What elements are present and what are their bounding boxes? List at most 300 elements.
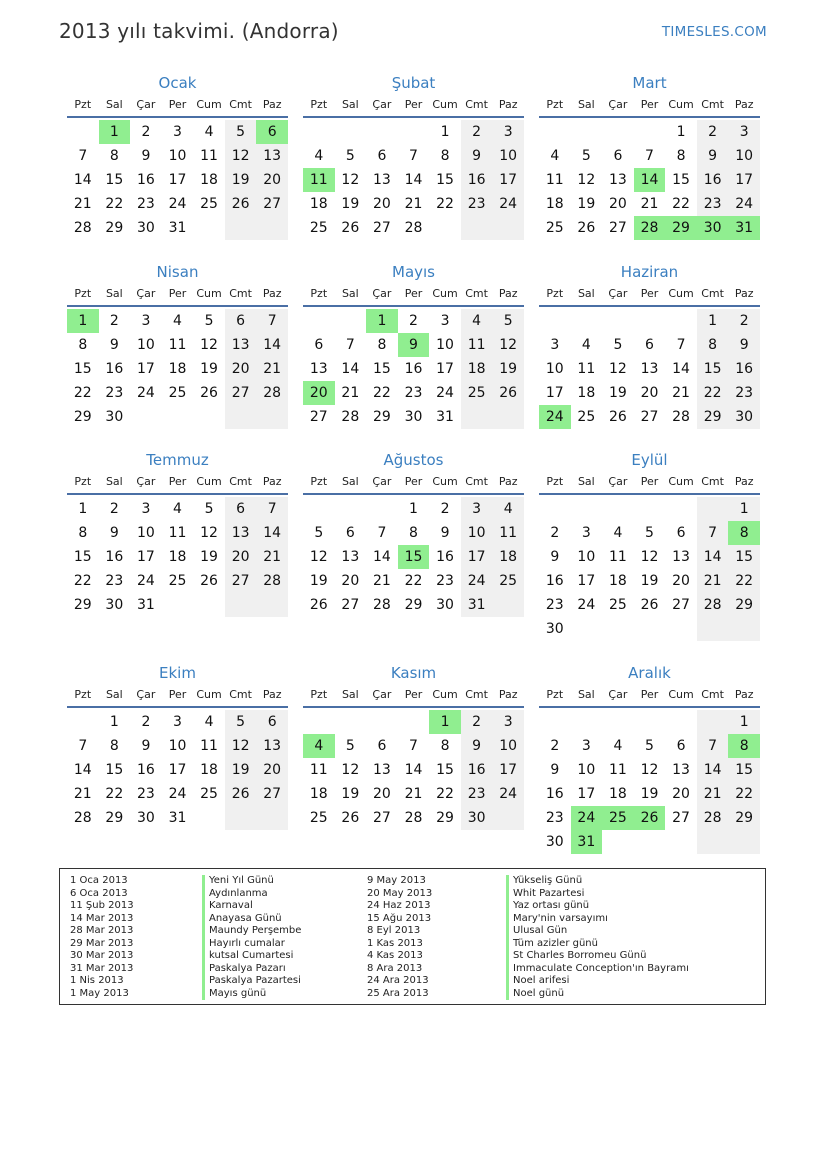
weekday-label: Per xyxy=(404,688,423,701)
day-cell: 23 xyxy=(545,810,564,826)
day-cell: 18 xyxy=(200,762,218,778)
day-cell: 9 xyxy=(461,144,493,168)
day-cell: 12 xyxy=(225,144,257,168)
day-cell: 15 xyxy=(73,549,92,565)
weekday-label: Paz xyxy=(498,98,518,111)
day-cell: 30 xyxy=(105,409,124,425)
day-cell: 4 xyxy=(204,714,214,730)
holiday-day: 30 xyxy=(697,216,729,240)
day-cell: 26 xyxy=(309,597,328,613)
holiday-date: 11 Şub 2013 xyxy=(70,900,134,911)
day-cell: 16 xyxy=(728,357,760,381)
day-cell: 20 xyxy=(341,573,360,589)
day-cell: 22 xyxy=(436,786,454,802)
day-cell: 28 xyxy=(372,597,391,613)
day-cell: 5 xyxy=(645,738,654,754)
weekday-header xyxy=(539,684,760,708)
day-cell: 29 xyxy=(728,806,760,830)
holiday-date: 4 Kas 2013 xyxy=(367,950,423,961)
holiday-day: 31 xyxy=(571,830,603,854)
day-cell: 2 xyxy=(550,738,560,754)
day-cell: 7 xyxy=(697,521,729,545)
day-cell: 14 xyxy=(697,545,729,569)
holiday-date: 15 Ağu 2013 xyxy=(367,912,432,924)
day-cell: 10 xyxy=(136,337,155,353)
day-cell: 27 xyxy=(672,597,690,613)
holiday-day: 26 xyxy=(634,806,666,830)
day-cell: 1 xyxy=(676,124,686,140)
day-cell: 23 xyxy=(461,192,493,216)
day-cell: 16 xyxy=(697,168,729,192)
weekday-label: Per xyxy=(168,98,187,111)
holiday-name: Immaculate Conception'ın Bayramı xyxy=(506,963,689,976)
day-cell: 20 xyxy=(608,196,627,212)
holiday-day: 1 xyxy=(67,309,99,333)
holiday-date: 1 Kas 2013 xyxy=(367,937,423,949)
weekday-label: Cmt xyxy=(229,98,252,111)
day-cell: 31 xyxy=(168,220,187,236)
day-cell: 16 xyxy=(545,786,564,802)
day-cell: 18 xyxy=(577,385,596,401)
month-name: Nisan xyxy=(156,263,199,281)
day-cell: 11 xyxy=(200,148,218,164)
day-cell: 10 xyxy=(492,734,524,758)
weekday-label: Per xyxy=(640,475,659,488)
day-cell: 5 xyxy=(225,120,257,144)
day-cell: 4 xyxy=(492,497,524,521)
day-cell: 17 xyxy=(436,361,454,377)
day-cell: 21 xyxy=(341,385,360,401)
month-block xyxy=(539,72,760,240)
day-cell: 17 xyxy=(545,385,564,401)
day-cell: 23 xyxy=(105,385,124,401)
weekday-label: Per xyxy=(640,98,659,111)
day-cell: 20 xyxy=(225,357,257,381)
weekday-label: Paz xyxy=(498,688,518,701)
weekend-cell xyxy=(728,830,760,854)
weekday-label: Per xyxy=(404,98,423,111)
day-cell: 6 xyxy=(676,738,686,754)
day-cell: 16 xyxy=(105,361,124,377)
holiday-name: St Charles Borromeu Günü xyxy=(506,950,689,963)
day-cell: 20 xyxy=(640,385,659,401)
day-cell: 6 xyxy=(225,497,257,521)
day-cell: 27 xyxy=(672,810,690,826)
day-cell: 23 xyxy=(697,192,729,216)
day-grid xyxy=(539,708,760,854)
day-cell: 26 xyxy=(492,381,524,405)
day-cell: 21 xyxy=(256,357,288,381)
day-cell: 24 xyxy=(436,385,454,401)
day-cell: 1 xyxy=(440,124,450,140)
day-cell: 9 xyxy=(697,144,729,168)
weekday-label: Paz xyxy=(734,287,754,300)
month-name: Temmuz xyxy=(146,451,209,469)
weekday-label: Cmt xyxy=(465,688,488,701)
weekday-label: Per xyxy=(168,475,187,488)
day-cell: 22 xyxy=(404,573,423,589)
month-name: Mart xyxy=(632,74,667,92)
weekend-cell xyxy=(256,593,288,617)
weekday-header xyxy=(303,684,524,708)
day-cell: 24 xyxy=(492,192,524,216)
day-cell: 1 xyxy=(109,714,119,730)
weekend-cell xyxy=(225,593,257,617)
weekday-label: Çar xyxy=(372,475,392,488)
day-cell: 22 xyxy=(372,385,391,401)
holiday-date: 29 Mar 2013 xyxy=(70,937,134,949)
day-cell: 28 xyxy=(256,381,288,405)
weekend-cell xyxy=(697,830,729,854)
day-cell: 31 xyxy=(168,810,187,826)
day-cell: 20 xyxy=(672,786,690,802)
day-cell: 19 xyxy=(577,196,596,212)
day-cell: 25 xyxy=(608,597,627,613)
day-cell: 10 xyxy=(577,762,596,778)
holiday-day: 6 xyxy=(256,120,288,144)
day-cell: 25 xyxy=(577,409,596,425)
day-cell: 11 xyxy=(309,762,328,778)
day-cell: 15 xyxy=(73,361,92,377)
legend-names-left xyxy=(202,875,301,1000)
day-cell: 28 xyxy=(404,810,423,826)
day-cell: 24 xyxy=(728,192,760,216)
day-cell: 2 xyxy=(728,309,760,333)
holiday-name: Anayasa Günü xyxy=(202,913,301,926)
weekday-label: Cmt xyxy=(701,98,724,111)
day-cell: 8 xyxy=(409,525,418,541)
day-cell: 5 xyxy=(492,309,524,333)
day-cell: 17 xyxy=(136,361,155,377)
day-grid xyxy=(303,307,524,429)
day-cell: 13 xyxy=(256,734,288,758)
day-grid xyxy=(303,118,524,240)
day-cell: 29 xyxy=(73,409,92,425)
day-cell: 14 xyxy=(404,762,423,778)
day-cell: 17 xyxy=(461,545,493,569)
weekend-cell xyxy=(697,710,729,734)
day-cell: 3 xyxy=(581,738,591,754)
day-cell: 8 xyxy=(78,337,88,353)
day-cell: 23 xyxy=(136,786,155,802)
day-cell: 28 xyxy=(73,220,92,236)
weekday-label: Cmt xyxy=(701,475,724,488)
day-cell: 26 xyxy=(608,409,627,425)
day-cell: 22 xyxy=(73,385,92,401)
day-cell: 19 xyxy=(225,758,257,782)
weekday-label: Paz xyxy=(498,287,518,300)
weekday-label: Sal xyxy=(105,98,123,111)
holiday-name: Yükseliş Günü xyxy=(506,875,689,888)
holiday-date: 1 Nis 2013 xyxy=(70,975,124,986)
day-cell: 26 xyxy=(341,810,360,826)
day-cell: 18 xyxy=(492,545,524,569)
day-cell: 21 xyxy=(404,786,423,802)
day-cell: 4 xyxy=(581,337,591,353)
day-cell: 2 xyxy=(109,501,119,517)
day-cell: 5 xyxy=(204,501,214,517)
holiday-day: 24 xyxy=(539,405,571,429)
holiday-name: Tüm azizler günü xyxy=(506,938,689,951)
day-cell: 25 xyxy=(461,381,493,405)
weekend-cell xyxy=(492,806,524,830)
day-cell: 29 xyxy=(404,597,423,613)
month-name: Eylül xyxy=(631,451,668,469)
day-cell: 20 xyxy=(256,168,288,192)
day-cell: 6 xyxy=(645,337,654,353)
holiday-name: Whit Pazartesi xyxy=(506,888,689,901)
weekday-label: Per xyxy=(640,287,659,300)
day-cell: 5 xyxy=(645,525,654,541)
weekday-label: Sal xyxy=(105,287,123,300)
day-cell: 14 xyxy=(697,758,729,782)
day-cell: 29 xyxy=(728,593,760,617)
day-cell: 14 xyxy=(672,361,690,377)
day-cell: 5 xyxy=(613,337,623,353)
day-cell: 2 xyxy=(550,525,560,541)
day-cell: 7 xyxy=(645,148,654,164)
weekend-cell xyxy=(492,405,524,429)
holiday-legend xyxy=(59,868,766,1005)
holiday-day: 1 xyxy=(429,710,461,734)
day-cell: 14 xyxy=(73,172,92,188)
day-cell: 6 xyxy=(345,525,355,541)
day-cell: 10 xyxy=(461,521,493,545)
day-cell: 27 xyxy=(256,192,288,216)
day-cell: 22 xyxy=(697,381,729,405)
weekday-label: Pzt xyxy=(310,287,328,300)
weekday-label: Çar xyxy=(372,98,392,111)
day-grid xyxy=(539,307,760,429)
holiday-day: 28 xyxy=(634,216,666,240)
weekday-label: Cmt xyxy=(701,287,724,300)
weekend-cell xyxy=(225,405,257,429)
weekday-label: Sal xyxy=(341,475,359,488)
day-cell: 23 xyxy=(545,597,564,613)
weekday-header xyxy=(303,283,524,307)
holiday-name: Noel günü xyxy=(506,988,689,1001)
day-cell: 2 xyxy=(141,124,151,140)
day-cell: 11 xyxy=(492,521,524,545)
day-cell: 2 xyxy=(461,710,493,734)
day-cell: 3 xyxy=(173,124,182,140)
day-cell: 1 xyxy=(728,710,760,734)
day-cell: 29 xyxy=(105,220,124,236)
holiday-name: Mayıs günü xyxy=(202,988,301,1001)
day-cell: 3 xyxy=(492,710,524,734)
day-cell: 10 xyxy=(168,738,187,754)
month-block xyxy=(539,662,760,854)
day-grid xyxy=(539,118,760,240)
weekday-label: Cum xyxy=(668,287,694,300)
day-cell: 4 xyxy=(173,313,182,329)
day-cell: 21 xyxy=(697,569,729,593)
day-cell: 6 xyxy=(613,148,623,164)
day-cell: 21 xyxy=(73,196,92,212)
weekday-label: Cmt xyxy=(701,688,724,701)
day-cell: 19 xyxy=(200,361,218,377)
day-grid xyxy=(303,708,524,830)
day-cell: 22 xyxy=(672,196,690,212)
weekday-label: Çar xyxy=(136,688,156,701)
day-cell: 9 xyxy=(440,525,450,541)
weekday-label: Paz xyxy=(498,475,518,488)
day-cell: 5 xyxy=(345,148,355,164)
day-cell: 25 xyxy=(492,569,524,593)
day-cell: 8 xyxy=(109,738,119,754)
weekday-label: Cum xyxy=(196,287,222,300)
day-cell: 20 xyxy=(256,758,288,782)
day-grid xyxy=(539,495,760,641)
weekday-header xyxy=(303,94,524,118)
weekend-cell xyxy=(256,405,288,429)
day-cell: 11 xyxy=(168,525,187,541)
day-cell: 3 xyxy=(141,313,151,329)
day-cell: 27 xyxy=(341,597,360,613)
day-cell: 12 xyxy=(640,762,659,778)
legend-names-right xyxy=(506,875,689,1000)
day-cell: 26 xyxy=(577,220,596,236)
day-cell: 8 xyxy=(78,525,88,541)
day-cell: 26 xyxy=(341,220,360,236)
holiday-name: Mary'nin varsayımı xyxy=(506,913,689,926)
holiday-name: Noel arifesi xyxy=(506,975,689,988)
day-cell: 22 xyxy=(436,196,454,212)
day-cell: 23 xyxy=(728,381,760,405)
day-cell: 8 xyxy=(697,333,729,357)
day-cell: 18 xyxy=(168,361,187,377)
day-cell: 14 xyxy=(256,333,288,357)
day-cell: 19 xyxy=(492,357,524,381)
weekday-label: Pzt xyxy=(74,98,92,111)
day-cell: 18 xyxy=(168,549,187,565)
weekday-label: Cmt xyxy=(465,98,488,111)
day-cell: 29 xyxy=(372,409,391,425)
day-cell: 23 xyxy=(436,573,454,589)
weekday-label: Pzt xyxy=(74,287,92,300)
day-cell: 13 xyxy=(608,172,627,188)
day-cell: 3 xyxy=(173,714,182,730)
day-cell: 15 xyxy=(105,762,124,778)
holiday-date: 6 Oca 2013 xyxy=(70,887,128,899)
day-cell: 23 xyxy=(404,385,423,401)
day-cell: 2 xyxy=(461,120,493,144)
day-cell: 3 xyxy=(141,501,151,517)
day-cell: 10 xyxy=(545,361,564,377)
weekday-label: Sal xyxy=(577,688,595,701)
day-cell: 13 xyxy=(341,549,360,565)
day-cell: 6 xyxy=(676,525,686,541)
day-cell: 25 xyxy=(545,220,564,236)
day-cell: 27 xyxy=(372,220,391,236)
day-cell: 5 xyxy=(204,313,214,329)
holiday-name: Maundy Perşembe xyxy=(202,925,301,938)
day-cell: 1 xyxy=(728,497,760,521)
day-cell: 8 xyxy=(109,148,119,164)
day-cell: 9 xyxy=(109,337,119,353)
day-cell: 7 xyxy=(256,309,288,333)
weekday-label: Sal xyxy=(341,98,359,111)
day-cell: 4 xyxy=(550,148,560,164)
day-cell: 10 xyxy=(577,549,596,565)
day-cell: 26 xyxy=(200,385,218,401)
day-cell: 15 xyxy=(728,545,760,569)
weekday-label: Çar xyxy=(608,475,628,488)
weekday-label: Cmt xyxy=(229,475,252,488)
day-cell: 22 xyxy=(728,569,760,593)
day-cell: 26 xyxy=(640,597,659,613)
day-cell: 11 xyxy=(608,762,627,778)
holiday-day: 8 xyxy=(728,521,760,545)
day-cell: 4 xyxy=(461,309,493,333)
day-grid xyxy=(67,495,288,617)
weekday-header xyxy=(539,471,760,495)
day-cell: 12 xyxy=(492,333,524,357)
holiday-name: Paskalya Pazarı xyxy=(202,963,301,976)
day-cell: 30 xyxy=(728,405,760,429)
weekday-label: Sal xyxy=(105,688,123,701)
day-cell: 13 xyxy=(372,172,391,188)
day-cell: 19 xyxy=(640,786,659,802)
weekday-label: Çar xyxy=(136,287,156,300)
day-cell: 2 xyxy=(697,120,729,144)
legend-dates-right xyxy=(367,875,432,1000)
day-cell: 19 xyxy=(341,786,360,802)
weekend-cell xyxy=(256,216,288,240)
holiday-date: 24 Haz 2013 xyxy=(367,900,431,911)
day-cell: 22 xyxy=(728,782,760,806)
weekday-label: Paz xyxy=(262,98,282,111)
weekday-label: Cum xyxy=(432,475,458,488)
day-cell: 7 xyxy=(345,337,355,353)
holiday-name: Hayırlı cumalar xyxy=(202,938,301,951)
day-cell: 17 xyxy=(492,168,524,192)
day-cell: 16 xyxy=(136,762,155,778)
day-cell: 13 xyxy=(225,333,257,357)
month-block xyxy=(303,662,524,830)
weekday-label: Per xyxy=(404,287,423,300)
day-cell: 20 xyxy=(372,196,391,212)
day-cell: 21 xyxy=(697,782,729,806)
holiday-date: 8 Eyl 2013 xyxy=(367,925,421,936)
day-cell: 10 xyxy=(436,337,454,353)
day-cell: 15 xyxy=(697,357,729,381)
day-cell: 3 xyxy=(461,497,493,521)
holiday-date: 24 Ara 2013 xyxy=(367,975,429,986)
day-cell: 29 xyxy=(436,810,454,826)
day-cell: 15 xyxy=(728,758,760,782)
weekend-cell xyxy=(492,593,524,617)
holiday-date: 30 Mar 2013 xyxy=(70,950,134,961)
day-cell: 17 xyxy=(492,758,524,782)
day-cell: 2 xyxy=(440,501,450,517)
holiday-name: Yeni Yıl Günü xyxy=(202,875,301,888)
day-cell: 7 xyxy=(409,738,418,754)
site-link[interactable]: TIMESLES.COM xyxy=(661,24,767,40)
day-cell: 27 xyxy=(608,220,627,236)
day-cell: 2 xyxy=(109,313,119,329)
holiday-day: 20 xyxy=(303,381,335,405)
day-cell: 13 xyxy=(372,762,391,778)
day-cell: 8 xyxy=(377,337,387,353)
day-cell: 4 xyxy=(173,501,182,517)
weekend-cell xyxy=(256,806,288,830)
day-cell: 15 xyxy=(372,361,391,377)
day-cell: 18 xyxy=(545,196,564,212)
day-cell: 16 xyxy=(545,573,564,589)
holiday-day: 31 xyxy=(728,216,760,240)
weekday-label: Cmt xyxy=(229,688,252,701)
